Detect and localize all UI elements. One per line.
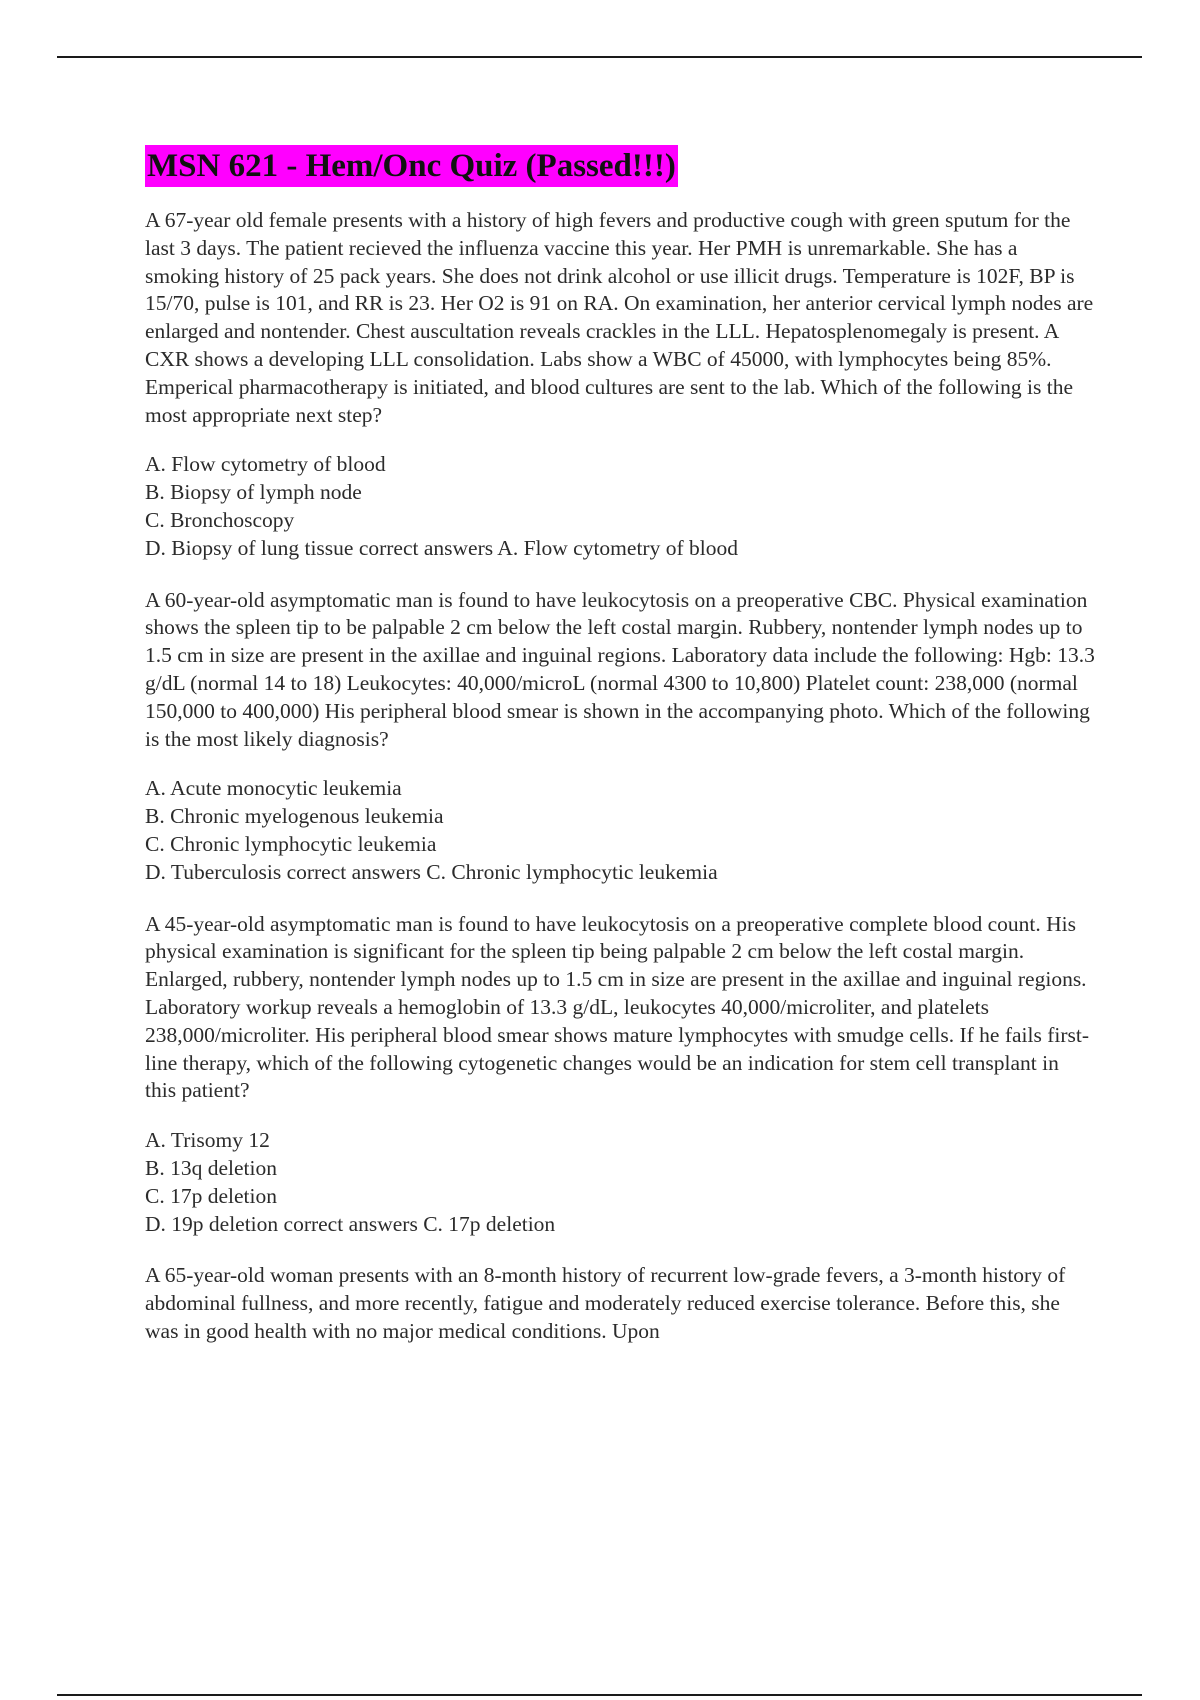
answer-option: C. Bronchoscopy: [145, 507, 295, 532]
question-2: [145, 587, 1095, 887]
answer-options: [145, 775, 1095, 886]
question-stem: A 67-year old female presents with a history of high fevers and productive cough with green sputum for the last 3 days. The patient recieved the influenza vaccine this year. Her PMH is unremarkable. She has a smoking history of 25 pack years. She does not drink alcohol or use illicit drugs. Temperature is 102F, BP is 15/70, pulse is 101, and RR is 23. Her O2 is 91 on RA. On examination, her anterior cervical lymph nodes are enlarged and nontender. Chest auscultation reveals crackles in the LLL. Hepatosplenomegaly is present. A CXR shows a developing LLL consolidation. Labs show a WBC of 45000, with lymphocytes being 85%. Emperical pharmacotherapy is initiated, and blood cultures are sent to the lab. Which of the following is the most appropriate next step?: [145, 208, 1094, 427]
answer-option: C. 17p deletion: [145, 1183, 277, 1208]
answer-option: D. 19p deletion correct answers C. 17p deletion: [145, 1211, 556, 1236]
answer-option: A. Flow cytometry of blood: [145, 452, 386, 477]
answer-option: D. Tuberculosis correct answers C. Chronic lymphocytic leukemia: [145, 859, 718, 884]
answer-option: A. Acute monocytic leukemia: [145, 776, 402, 801]
document-title: MSN 621 - Hem/Onc Quiz (Passed!!!): [145, 145, 678, 187]
question-3: [145, 911, 1095, 1239]
bottom-rule: [57, 1694, 1142, 1696]
top-rule: [57, 56, 1142, 58]
question-stem: A 65-year-old woman presents with an 8-month history of recurrent low-grade fevers, a 3-month history of abdominal fullness, and more recently, fatigue and moderately reduced exercise tolerance. Before this, she was in good health with no major medical conditions. Upon: [145, 1263, 1066, 1343]
answer-option: C. Chronic lymphocytic leukemia: [145, 831, 437, 856]
answer-option: B. Chronic myelogenous leukemia: [145, 804, 444, 829]
answer-options: [145, 451, 1095, 562]
question-stem: A 60-year-old asymptomatic man is found to have leukocytosis on a preoperative CBC. Physical examination shows the spleen tip to be palpable 2 cm below the left costal margin. Rubbery, nontender lymph nodes up to 1.5 cm in size are present in the axillae and inguinal regions. Laboratory data include the following: Hgb: 13.3 g/dL (normal 14 to 18) Leukocytes: 40,000/microL (normal 4300 to 10,800) Platelet count: 238,000 (normal 150,000 to 400,000) His peripheral blood smear is shown in the accompanying photo. Which of the following is the most likely diagnosis?: [145, 587, 1095, 751]
answer-options: [145, 1127, 1095, 1238]
question-stem: A 45-year-old asymptomatic man is found to have leukocytosis on a preoperative complete blood count. His physical examination is significant for the spleen tip being palpable 2 cm below the left costal margin. Enlarged, rubbery, nontender lymph nodes up to 1.5 cm in size are present in the axillae and inguinal regions. Laboratory workup reveals a hemoglobin of 13.3 g/dL, leukocytes 40,000/microliter, and platelets 238,000/microliter. His peripheral blood smear shows mature lymphocytes with smudge cells. If he fails first-line therapy, which of the following cytogenetic changes would be an indication for stem cell transplant in this patient?: [145, 911, 1090, 1103]
document-body: [145, 145, 1095, 1370]
answer-option: B. Biopsy of lymph node: [145, 480, 362, 505]
answer-option: A. Trisomy 12: [145, 1128, 270, 1153]
question-4: [145, 1262, 1095, 1345]
answer-option: D. Biopsy of lung tissue correct answers A. Flow cytometry of blood: [145, 535, 738, 560]
answer-option: B. 13q deletion: [145, 1155, 277, 1180]
question-1: [145, 207, 1095, 563]
